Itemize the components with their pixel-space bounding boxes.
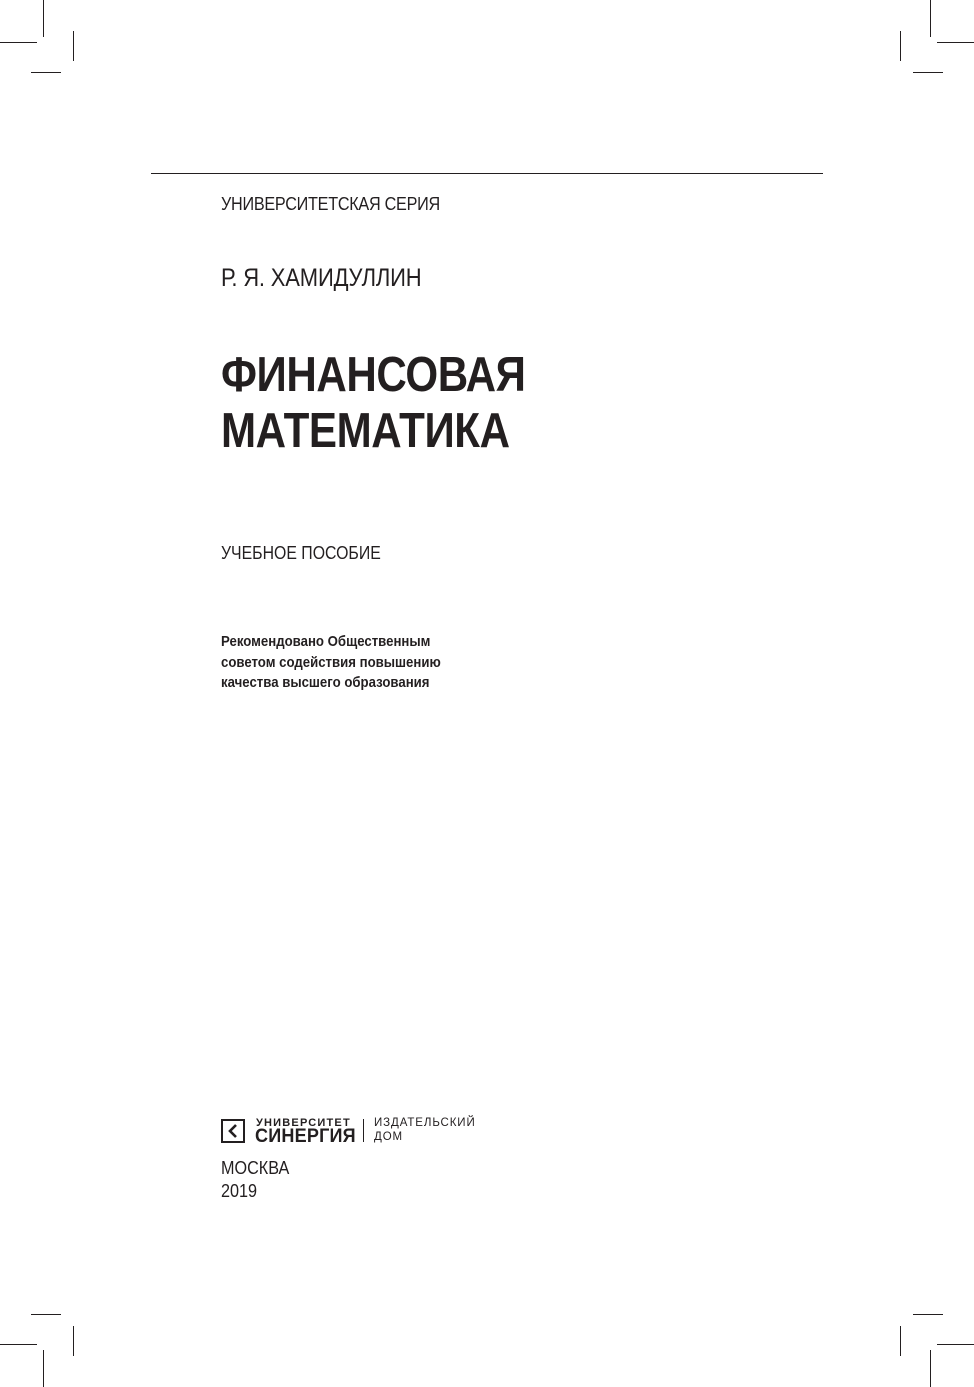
crop-mark [43,0,44,37]
crop-mark [43,1350,44,1387]
crop-mark [913,1314,943,1315]
publisher-logo-line1: УНИВЕРСИТЕТ [256,1117,351,1129]
crop-mark [900,1326,901,1356]
book-subtitle: УЧЕБНОЕ ПОСОБИЕ [221,543,381,563]
crop-mark [0,42,37,43]
publication-year: 2019 [221,1181,258,1201]
book-title-line: ФИНАНСОВАЯ [221,348,526,402]
publisher-imprint-line1: ИЗДАТЕЛЬСКИЙ [374,1117,476,1129]
recommendation-line: качества высшего образования [221,674,430,691]
chevron-left-square-icon [221,1119,245,1143]
crop-mark [900,31,901,61]
book-title-line: МАТЕМАТИКА [221,404,510,458]
crop-mark [31,1314,61,1315]
book-title [221,347,525,459]
crop-mark [930,1350,931,1387]
publisher-logo-divider [363,1119,364,1142]
crop-mark [937,42,974,43]
publisher-imprint-line2: ДОМ [374,1131,404,1143]
crop-mark [937,1344,974,1345]
publisher-logo-line2: СИНЕРГИЯ [255,1126,356,1147]
author-name: Р. Я. ХАМИДУЛЛИН [221,264,422,292]
crop-mark [930,0,931,37]
crop-mark [73,31,74,61]
recommendation-line: советом содействия повышению [221,653,441,671]
recommendation-note [221,632,441,694]
publisher-logo [221,1117,501,1145]
publication-city: МОСКВА [221,1158,290,1178]
header-rule [151,173,823,174]
recommendation-line: Рекомендовано Общественным [221,633,431,650]
series-name: УНИВЕРСИТЕТСКАЯ СЕРИЯ [221,194,440,214]
crop-mark [73,1326,74,1356]
crop-mark [31,72,61,73]
crop-mark [0,1344,37,1345]
crop-mark [913,72,943,73]
